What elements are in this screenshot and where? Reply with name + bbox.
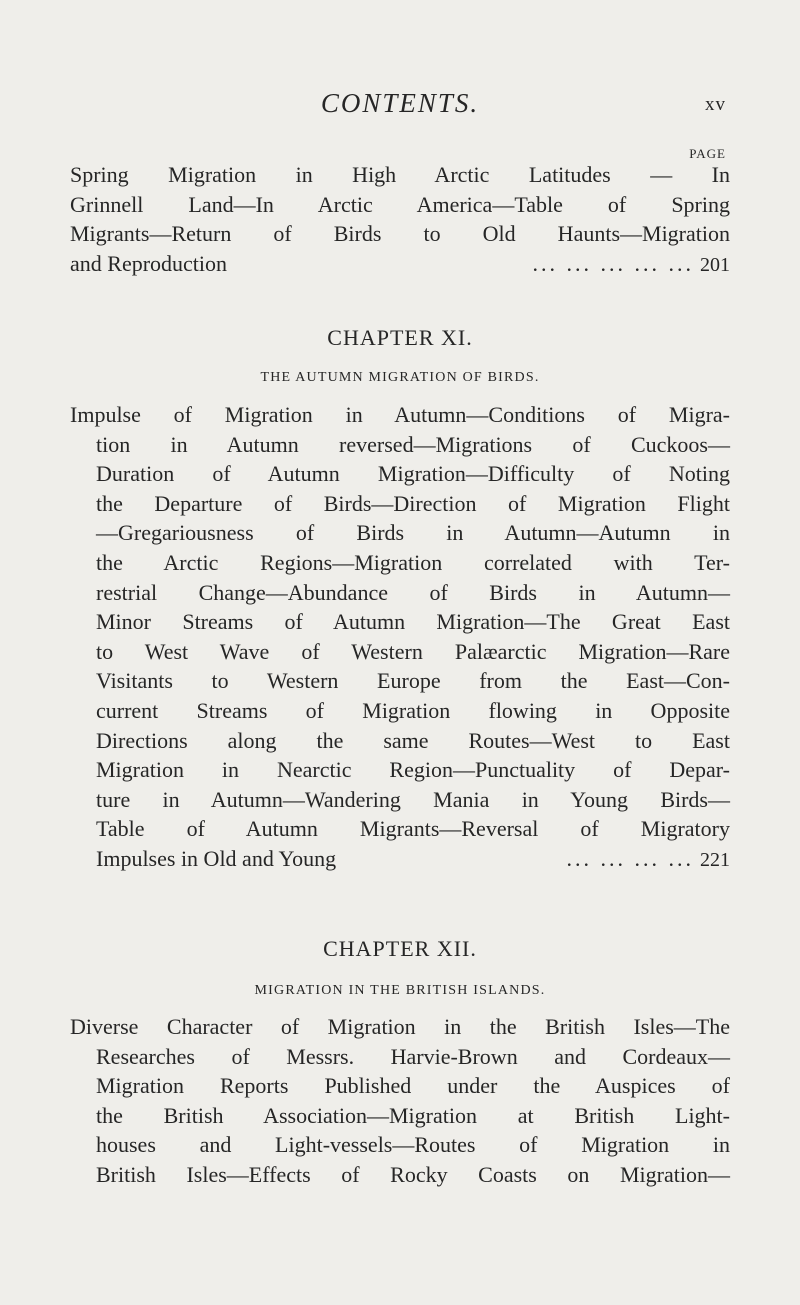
toc-entry-spring-migration bbox=[70, 160, 730, 280]
entry-line: Diverse Character of Migration in the British Isles—The bbox=[70, 1014, 730, 1039]
entry-page-number: 221 bbox=[700, 848, 730, 871]
entry-line: the Departure of Birds—Direction of Migration Flight bbox=[96, 490, 730, 516]
page-number: xv bbox=[705, 94, 726, 115]
entry-page-number: 201 bbox=[700, 253, 730, 276]
chapter-heading: CHAPTER XI. bbox=[327, 325, 473, 350]
entry-line: Impulse of Migration in Autumn—Conditions of Migra- bbox=[70, 402, 730, 427]
entry-line: British Isles—Effects of Rocky Coasts on Migration— bbox=[96, 1161, 730, 1187]
entry-line: tion in Autumn reversed—Migrations of Cuckoos— bbox=[96, 431, 730, 457]
entry-line: the British Association—Migration at British Light- bbox=[96, 1102, 730, 1128]
running-head bbox=[0, 88, 800, 128]
toc-entry-british-migration bbox=[70, 1012, 730, 1190]
entry-line: Table of Autumn Migrants—Reversal of Migratory bbox=[96, 816, 730, 842]
dot-leader: ... ... ... ... ... bbox=[532, 250, 694, 276]
entry-last-line bbox=[70, 249, 730, 281]
entry-line: Researches of Messrs. Harvie-Brown and Cordeaux— bbox=[96, 1043, 730, 1069]
entry-line: Migration Reports Published under the Auspices of bbox=[96, 1073, 730, 1099]
page-column-label: PAGE bbox=[689, 146, 726, 161]
entry-line: Visitants to Western Europe from the East—Con- bbox=[96, 668, 730, 694]
chapter-heading: CHAPTER XII. bbox=[323, 936, 477, 961]
running-title: CONTENTS. bbox=[320, 88, 480, 118]
entry-line: houses and Light-vessels—Routes of Migration in bbox=[96, 1132, 730, 1158]
entry-line: Grinnell Land—In Arctic America—Table of Spring bbox=[70, 191, 730, 217]
entry-line: Impulses in Old and Young bbox=[96, 845, 337, 871]
entry-line: the Arctic Regions—Migration correlated with Ter- bbox=[96, 549, 730, 575]
entry-line: Directions along the same Routes—West to East bbox=[96, 727, 730, 753]
entry-line: restrial Change—Abundance of Birds in Autumn— bbox=[96, 579, 730, 605]
entry-line: Migrants—Return of Birds to Old Haunts—Migration bbox=[70, 221, 730, 247]
entry-line: and Reproduction bbox=[70, 250, 228, 276]
chapter-subtitle: THE AUTUMN MIGRATION OF BIRDS. bbox=[260, 370, 540, 385]
entry-line: current Streams of Migration flowing in Opposite bbox=[96, 697, 730, 723]
entry-line: to West Wave of Western Palæarctic Migration—Rare bbox=[96, 638, 730, 664]
entry-line: Migration in Nearctic Region—Punctuality of Depar- bbox=[96, 757, 730, 783]
entry-last-line bbox=[70, 844, 730, 876]
entry-line: Duration of Autumn Migration—Difficulty of Noting bbox=[96, 461, 730, 487]
toc-entry-autumn-migration bbox=[70, 400, 730, 876]
dot-leader: ... ... ... ... bbox=[566, 845, 694, 871]
entry-line: Spring Migration in High Arctic Latitudes — In bbox=[70, 162, 730, 187]
entry-line: Minor Streams of Autumn Migration—The Great East bbox=[96, 609, 730, 635]
entry-line: —Gregariousness of Birds in Autumn—Autumn in bbox=[96, 520, 730, 546]
chapter-subtitle: MIGRATION IN THE BRITISH ISLANDS. bbox=[254, 983, 546, 998]
entry-line: ture in Autumn—Wandering Mania in Young Birds— bbox=[96, 786, 730, 812]
